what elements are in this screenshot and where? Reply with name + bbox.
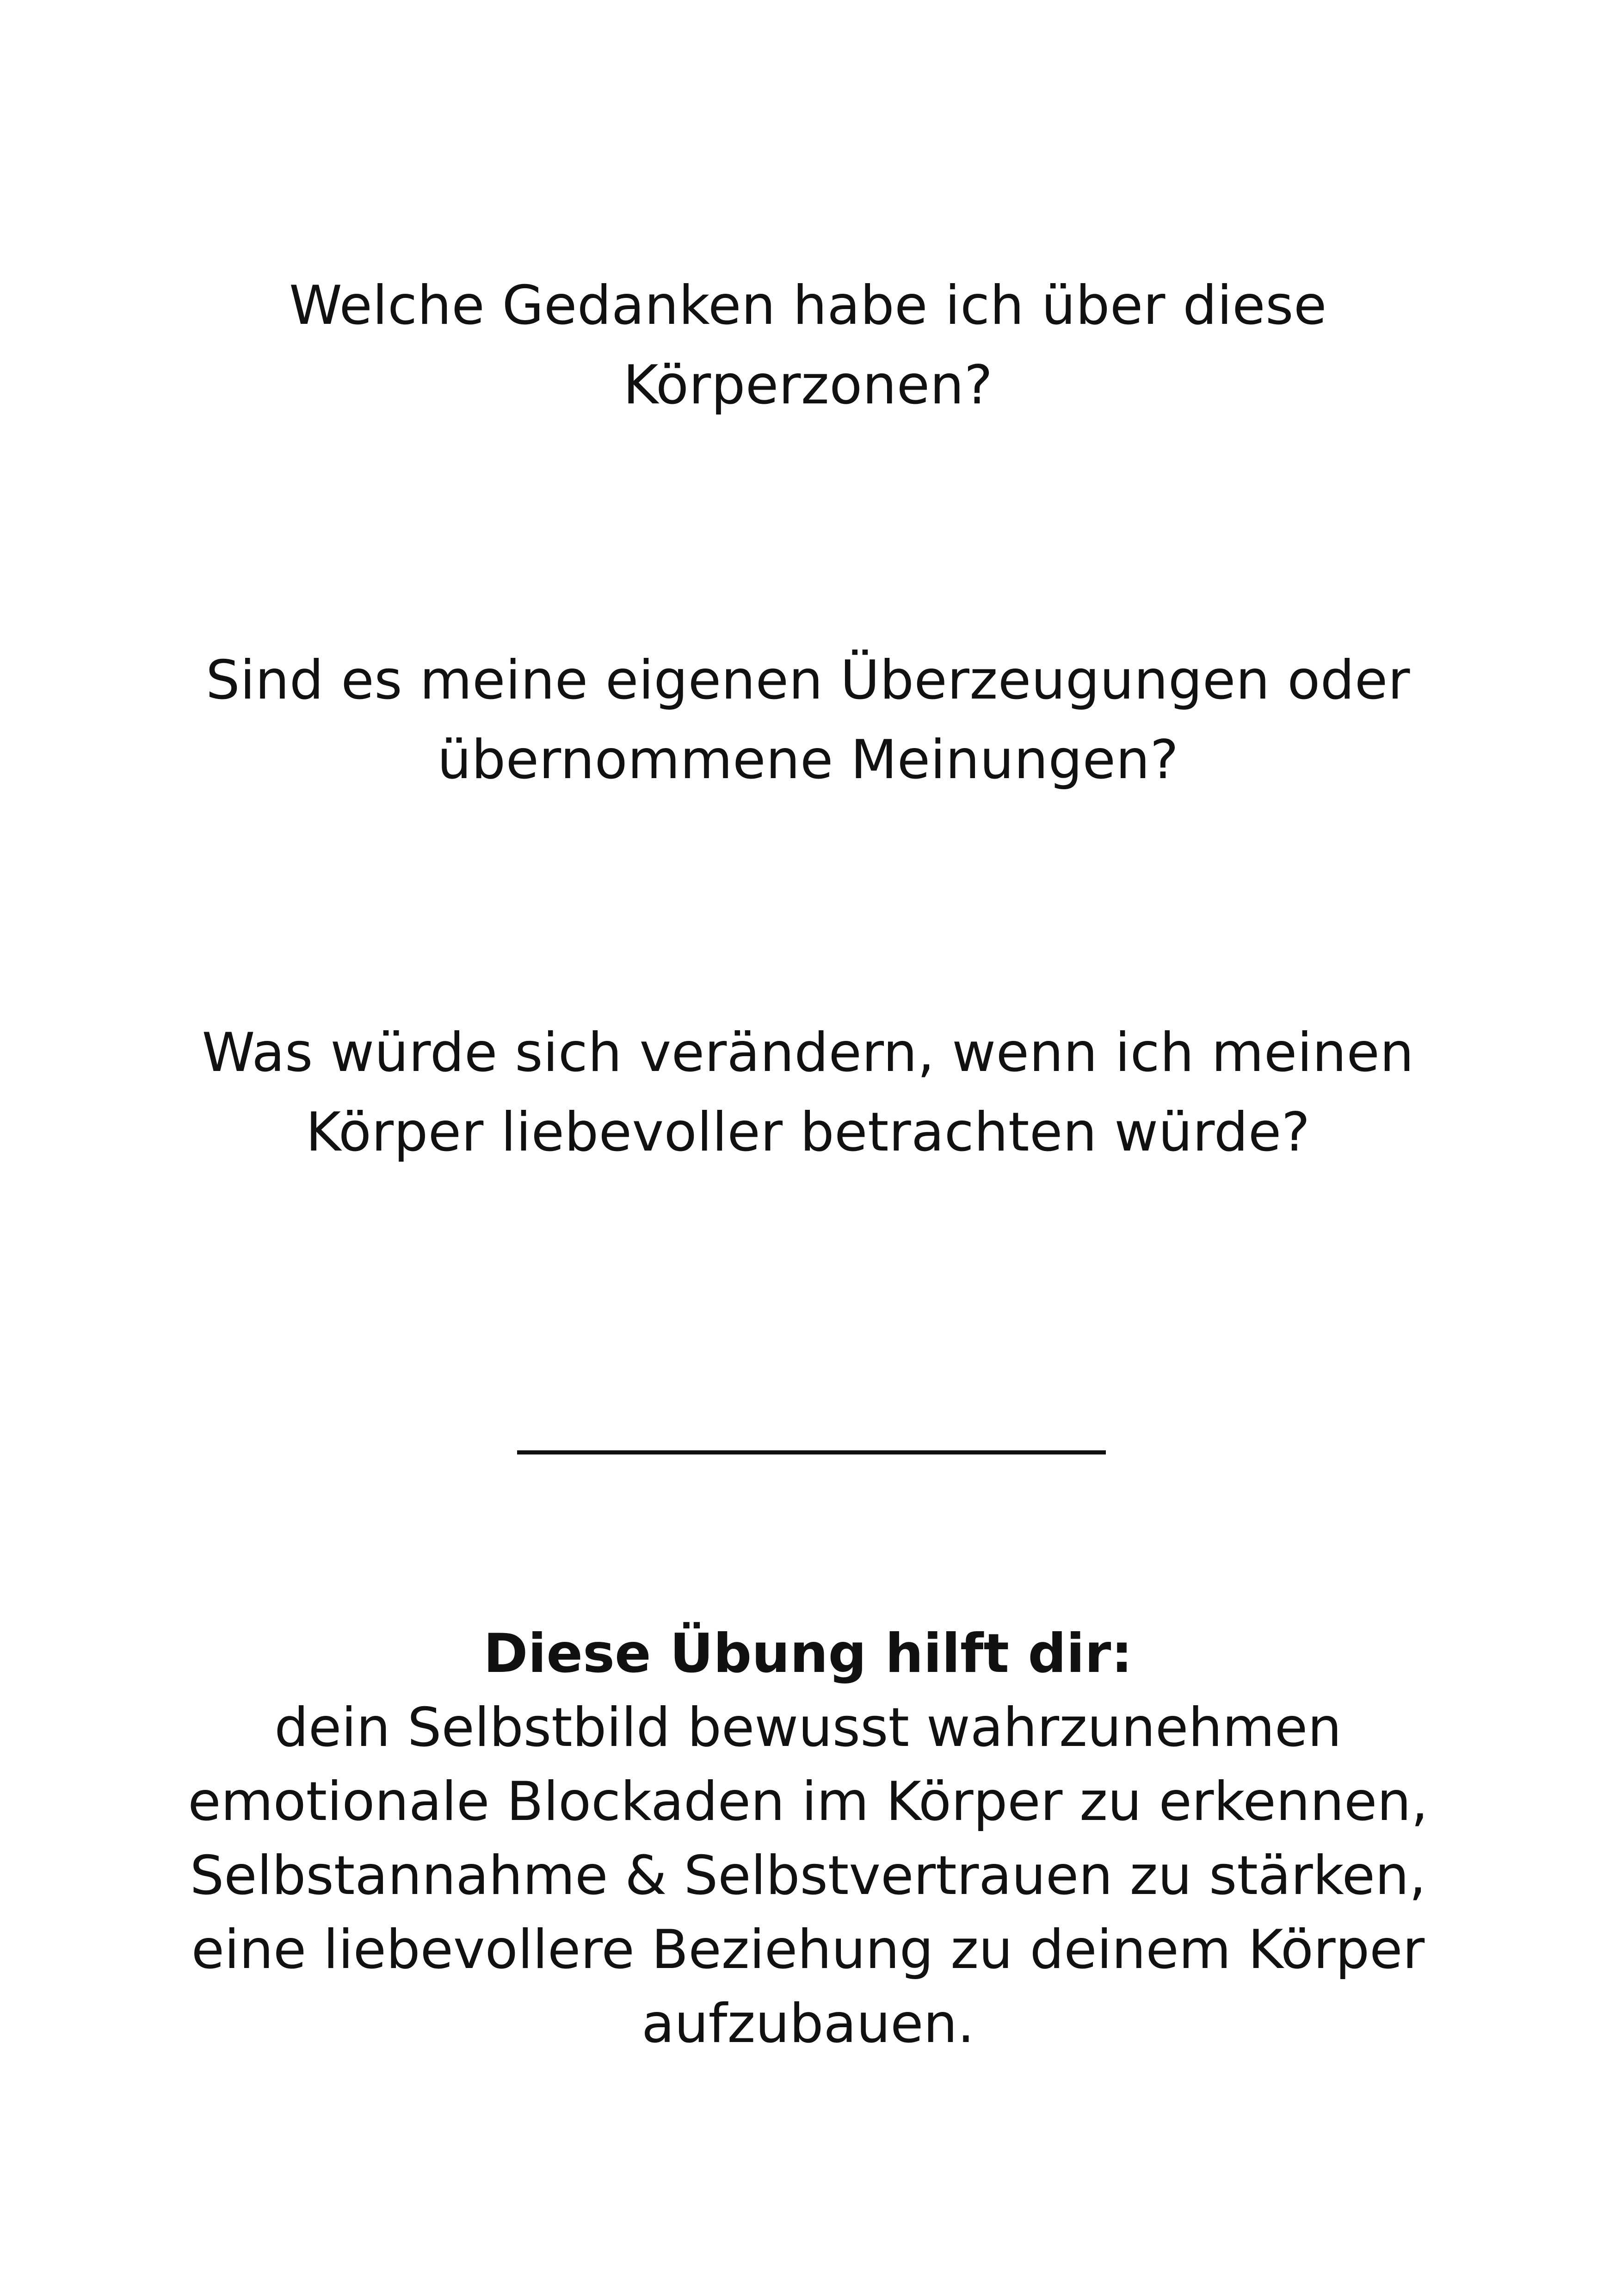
question-what-would-change [0,1013,1616,1172]
benefit-line: aufzubauen. [641,1993,975,2055]
question-own-beliefs [0,641,1616,800]
divider-line [517,1450,1106,1454]
benefits-heading: Diese Übung hilft dir: [483,1622,1133,1685]
benefit-line: eine liebevollere Beziehung zu deinem Körper [191,1918,1425,1981]
question-line: Sind es meine eigenen Überzeugungen oder [206,649,1410,712]
benefits-section [0,1617,1616,2061]
benefit-line: emotionale Blockaden im Körper zu erkennen, [188,1770,1428,1833]
question-line: Welche Gedanken habe ich über diese [289,274,1327,337]
question-line: Körperzonen? [623,354,993,416]
question-line: Körper liebevoller betrachten würde? [306,1101,1310,1163]
question-thoughts-body-zones [0,266,1616,425]
benefit-line: Selbstannahme & Selbstvertrauen zu stärken, [190,1844,1426,1907]
question-line: Was würde sich verändern, wenn ich meinen [202,1021,1414,1084]
benefit-line: dein Selbstbild bewusst wahrzunehmen [274,1696,1342,1759]
question-line: übernommene Meinungen? [437,729,1179,791]
